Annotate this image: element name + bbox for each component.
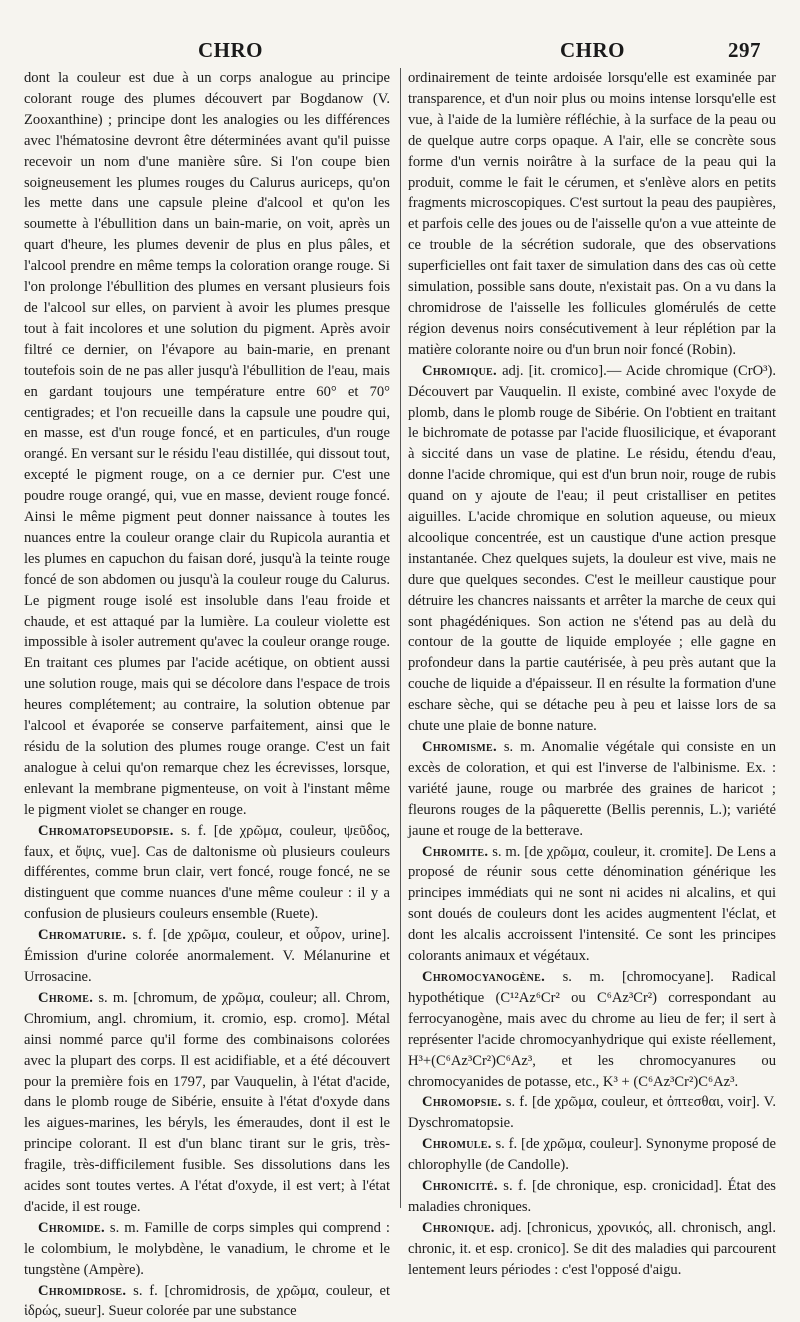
headword: Chromidrose.	[38, 1282, 127, 1299]
left-column	[24, 68, 390, 1322]
headword: Chromite.	[422, 843, 489, 860]
headword: Chromocyanogène.	[422, 968, 546, 985]
entry-chromocyanogene	[408, 967, 776, 1092]
entry-text: s. m. [chromocyane]. Radical hypothétique (C¹²Az⁶Cr² ou C⁶Az³Cr²) correspondant au ferrocyanogène, mais avec du chrome au lieu de fer; il sert à représenter l'acide chromocyanhydrique qui existe réellement, H³+(C⁶Az³Cr²)C⁶Az³, et les chromocyanures ou chromocyanides de potasse, etc., K³ + (C⁶Az³Cr²)C⁶Az³.	[408, 968, 776, 1090]
entry-text: adj. [chronicus, χρονικός, all. chronisch, angl. chronic, it. et esp. cronico]. Se dit des maladies qui parcourent lentement leurs périodes : c'est l'opposé d'aigu.	[408, 1219, 776, 1278]
header-left-word: CHRO	[198, 38, 263, 62]
entry-chromatopseudopsie	[24, 821, 390, 926]
headword: Chronicité.	[422, 1178, 498, 1195]
entry-text: adj. [it. cromico].— Acide chromique (CrO³). Découvert par Vauquelin. Il existe, combiné avec l'oxyde de plomb, dans le plomb rouge de Sibérie. On l'obtient en traitant le bichromate de potasse par l'acide fluosilicique, et évaporant à siccité dans un vase de platine. Le résidu, étendu d'eau, donne l'acide chromique, qui est d'un brun noir, rouge de rubis quand on y ajoute de l'eau; il peut cristalliser en petites aiguilles. L'acide chromique en solution aqueuse, ou mieux alcoolique concentrée, est un caustique d'une action presque instantanée. Chez quelques sujets, la douleur est vive, mais ne dure que quelques secondes. C'est le meilleur caustique pour détruire les chancres naissants et arrêter la marche de ceux qui sont phagédéniques. Son action ne s'étend pas au delà du contour de la goutte de liquide employée ; elle gagne en profondeur dans la partie cautérisée, à peu près autant que la couche de liquide a d'épaisseur. Il en résulte la formation d'une eschare sèche, qui se détache peu à peu et laisse lors de sa chute une plaie de bonne nature.	[408, 362, 776, 735]
entry-continuation: dont la couleur est due à un corps analogue au principe colorant rouge des plumes découvert par Bogdanow (V. Zooxanthine) ; principe dont les analogies ou les différences avec l'hématosine devront être déterminées avant qu'il puisse recevoir un nom d'une manière sûre. Si l'on coupe bien soigneusement les plumes rouges du Calurus auriceps, qu'on les mette dans une capsule pleine d'alcool et qu'on les soumette à l'ébullition dans un bain-marie, on voit, après un quart d'heure, les plumes devenir de plus en plus pâles, et l'alcool prendre en même temps la coloration orange rouge. Si l'on prolonge l'ébullition des plumes en versant plusieurs fois de l'alcool sur elles, on parvient à avoir les plumes presque tout à fait incolores et une solution du pigment. Après avoir filtré ce dernier, on l'évapore au bain-marie, en prenant toutefois soin de ne pas aller jusqu'à l'ébullition de l'eau, mais en gardant toujours une température entre 60° et 70° centigrades; et l'on recueille dans la capsule une poudre qui, en masse, est d'un rouge foncé, et en particules, d'un rouge orangé. En versant sur le résidu l'eau distillée, qui dissout tout, excepté le pigment rouge, on a ce dernier pur. C'est une poudre rouge orangé, qui, vue en masse, devient rouge foncé. Ainsi le même pigment peut donner naissance à toutes les nuances entre la couleur orange clair du Rupicola aurantia et les plumes en capuchon du faisan doré, jusqu'à la teinte rouge foncé de son abdomen ou jusqu'à la couleur rouge du Calurus. Le pigment rouge isolé est insoluble dans l'eau froide et chaude, et est attaqué par la lumière. La couleur violette est impossible à isoler autrement qu'avec la couleur orange rouge. En traitant ces plumes par l'acide acétique, on obtient aussi une solution rouge, mais qui se décolore dans l'espace de trois heures complétement; au contraire, la solution obtenue par l'alcool et évaporée se conserve parfaitement, ainsi que le résidu de la solution des plumes rouge orange. C'est un fait analogue à celui qu'on remarque chez les écrevisses, lorsque, enlevant la membrane pigmenteuse, on voit à l'instant même le pigment violet se changer en rouge.	[24, 70, 390, 818]
entry-chromaturie	[24, 925, 390, 988]
entry-text: s. f. [de χρῶμα, couleur, et ὀπτεσθαι, voir]. V. Dyschromatopsie.	[408, 1094, 776, 1132]
headword: Chromaturie.	[38, 927, 127, 944]
entry-chromidrose	[24, 1281, 390, 1322]
entry-continuation: ordinairement de teinte ardoisée lorsqu'elle est examinée par transparence, et d'un noir plus ou moins intense lorsqu'elle est vue, à l'aide de la lumière réfléchie, à la surface de la peau ou de quelque autre corps opaque. A l'air, elle se concrète sous forme d'un vernis noirâtre à la surface de la peau qui la produit, comme le fait le cérumen, et s'enlève alors en petits fragments microscopiques. C'est surtout la peau des paupières, et parfois celle des joues ou de l'aisselle qu'on a vue atteinte de ce trouble de la sécrétion sudorale, que des observations superficielles ont fait taxer de simulation dans des cas où cette simulation, possible sans doute, n'existait pas. On a vu dans la chromidrose de l'aisselle les follicules glomérulés de cette région devenus noirs consécutivement à leur réplétion par la matière colorante noire ou d'un brun noir foncé (Robin).	[408, 70, 776, 358]
entry-text: s. m. [chromum, de χρῶμα, couleur; all. Chrom, Chromium, angl. chromium, it. cromio, esp. cromo]. Métal ainsi nommé parce qu'il forme des combinaisons colorées avec la plupart des corps. Il est acidifiable, et a été découvert pour la première fois en 1797, par Vauquelin, à l'état d'acide, dans le plomb rouge de Sibérie, ensuite à l'état d'oxyde dans les aigues-marines, les béryls, les émeraudes, dont il est le principe colorant. Il est d'un blanc tirant sur le gris, très-fragile, très-difficilement fusible. Ses dissolutions dans les acides sont toutes vertes. A l'état d'oxyde, il est vert; à l'état d'acide, il est rouge.	[24, 989, 390, 1215]
headword: Chromide.	[38, 1219, 105, 1236]
entry-text: s. m. Anomalie végétale qui consiste en un excès de coloration, et qui est l'inverse de l'albinisme. Ex. : variété jaune, rouge ou marbrée des graines de haricot ; fleurons rouges de la pâquerette (Bellis perennis, L.); variété jaune et rouge de la betterave.	[408, 739, 776, 839]
headword: Chromatopseudopsie.	[38, 822, 174, 839]
entry-text: s. f. [chromidrosis, de χρῶμα, couleur, et ἱδρώς, sueur]. Sueur colorée par une substance	[24, 1282, 390, 1320]
entry-chronique	[408, 1218, 776, 1281]
entry-chrome	[24, 988, 390, 1218]
entry-text: s. f. [de chronique, esp. cronicidad]. État des maladies chroniques.	[408, 1178, 776, 1215]
entry-chromique	[408, 361, 776, 737]
entry-text: s. f. [de χρῶμα, couleur, et οὖρον, urine]. Émission d'urine colorée anormalement. V. Mélanurine et Urrosacine.	[24, 927, 390, 985]
entry-text: s. f. [de χρῶμα, couleur]. Synonyme proposé de chlorophylle (de Candolle).	[408, 1136, 776, 1174]
headword: Chromisme.	[422, 739, 497, 755]
headword: Chromopsie.	[422, 1094, 502, 1111]
column-divider	[400, 68, 401, 1208]
right-column	[408, 68, 776, 1281]
headword: Chronique.	[422, 1219, 495, 1236]
entry-chromule	[408, 1134, 776, 1176]
entry-text: s. m. [de χρῶμα, couleur, it. cromite]. De Lens a proposé de réunir sous cette dénomination générique les principes immédiats qui ne sont ni acides ni alcalins, et qui sont doués de couleurs dont les acides augmentent l'éclat, et dont les alcalis accroissent l'intensité. Ce sont les principes colorants animaux et végétaux.	[408, 843, 776, 965]
page-number: 297	[728, 38, 761, 62]
entry-chronicite	[408, 1176, 776, 1218]
header-right-word: CHRO	[560, 38, 625, 62]
entry-text: s. f. [de χρῶμα, couleur, ψεῦδος, faux, et ὄψις, vue]. Cas de daltonisme où plusieurs couleurs différentes, comme brun clair, vert foncé, rouge foncé, ne se distinguent que comme nuances d'une même couleur : il y a confusion de plusieurs couleurs ensemble (Ruete).	[24, 822, 390, 923]
entry-text: s. m. Famille de corps simples qui comprend : le colombium, le molybdène, le vanadium, le chrome et le tungstène (Ampère).	[24, 1219, 390, 1278]
entry-chromisme	[408, 737, 776, 842]
headword: Chrome.	[38, 989, 94, 1006]
headword: Chromule.	[422, 1136, 492, 1153]
entry-chromopsie	[408, 1092, 776, 1134]
running-header	[0, 38, 800, 64]
headword: Chromique.	[422, 362, 497, 379]
entry-chromide	[24, 1218, 390, 1281]
entry-chromite	[408, 842, 776, 967]
